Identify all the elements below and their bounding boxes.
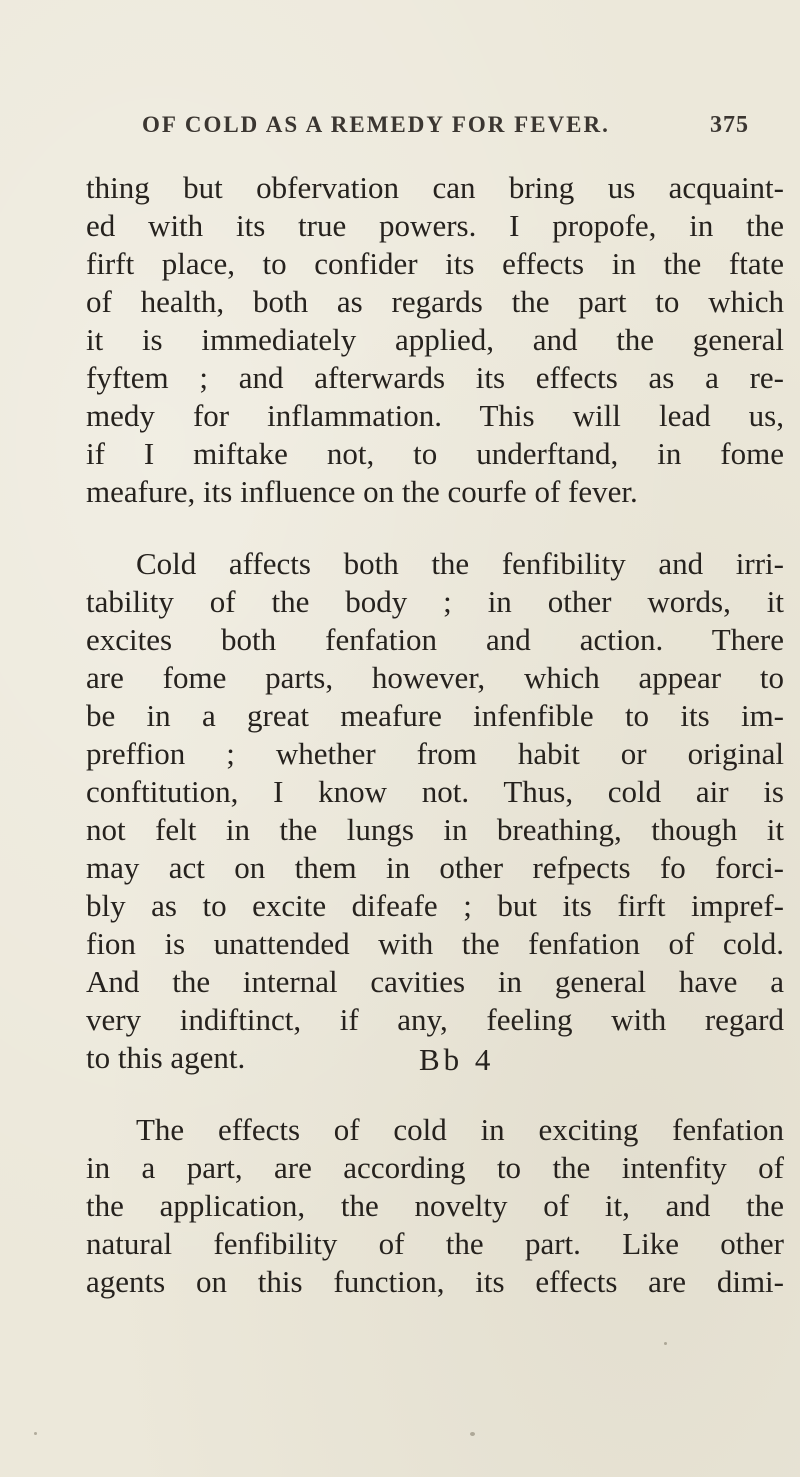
text-line: of health, both as regards the part to which	[86, 284, 784, 319]
text-line: The effects of cold in exciting fenfation	[136, 1112, 784, 1147]
text-line: if I miftake not, to underftand, in fome	[86, 436, 784, 471]
text-line: medy for inflammation. This will lead us,	[86, 398, 784, 433]
text-line: preffion ; whether from habit or original	[86, 736, 784, 771]
text-line: may act on them in other refpects fo forci-	[86, 850, 784, 885]
text-line: And the internal cavities in general have a	[86, 964, 784, 999]
body-text	[86, 169, 784, 1301]
page-number: 375	[710, 112, 749, 138]
paper-speck	[34, 1432, 37, 1435]
text-line: natural fenfibility of the part. Like other	[86, 1226, 784, 1261]
paragraph-3	[86, 1111, 784, 1301]
text-line: it is immediately applied, and the general	[86, 322, 784, 357]
paper-speck	[470, 1432, 475, 1436]
text-line: agents on this function, its effects are dimi-	[86, 1264, 784, 1299]
text-line: ed with its true powers. I propofe, in the	[86, 208, 784, 243]
text-line: excites both fenfation and action. There	[86, 622, 784, 657]
text-line: the application, the novelty of it, and the	[86, 1188, 784, 1223]
text-line: conftitution, I know not. Thus, cold air is	[86, 774, 784, 809]
text-line: not felt in the lungs in breathing, though it	[86, 812, 784, 847]
text-line: bly as to excite difeafe ; but its firft impref-	[86, 888, 784, 923]
paragraph-2	[86, 545, 784, 1077]
text-line: fyftem ; and afterwards its effects as a re-	[86, 360, 784, 395]
text-line: very indiftinct, if any, feeling with regard	[86, 1002, 784, 1037]
text-line: Cold affects both the fenfibility and irri-	[136, 546, 784, 581]
text-line: to this agent.	[86, 1040, 246, 1075]
text-line: thing but obfervation can bring us acquaint-	[86, 170, 784, 205]
text-line: tability of the body ; in other words, it	[86, 584, 784, 619]
signature-mark: Bb 4	[419, 1042, 495, 1077]
text-line: firft place, to confider its effects in the ftate	[86, 246, 784, 281]
paper-speck	[664, 1342, 667, 1345]
text-line: meafure, its influence on the courfe of fever.	[86, 474, 638, 509]
running-title: OF COLD AS A REMEDY FOR FEVER.	[142, 112, 610, 137]
running-head	[0, 112, 800, 152]
text-line: in a part, are according to the intenfity of	[86, 1150, 784, 1185]
paragraph-1	[86, 169, 784, 511]
text-line: are fome parts, however, which appear to	[86, 660, 784, 695]
paper-speck	[456, 988, 460, 991]
text-line: fion is unattended with the fenfation of cold.	[86, 926, 784, 961]
text-line: be in a great meafure infenfible to its im-	[86, 698, 784, 733]
